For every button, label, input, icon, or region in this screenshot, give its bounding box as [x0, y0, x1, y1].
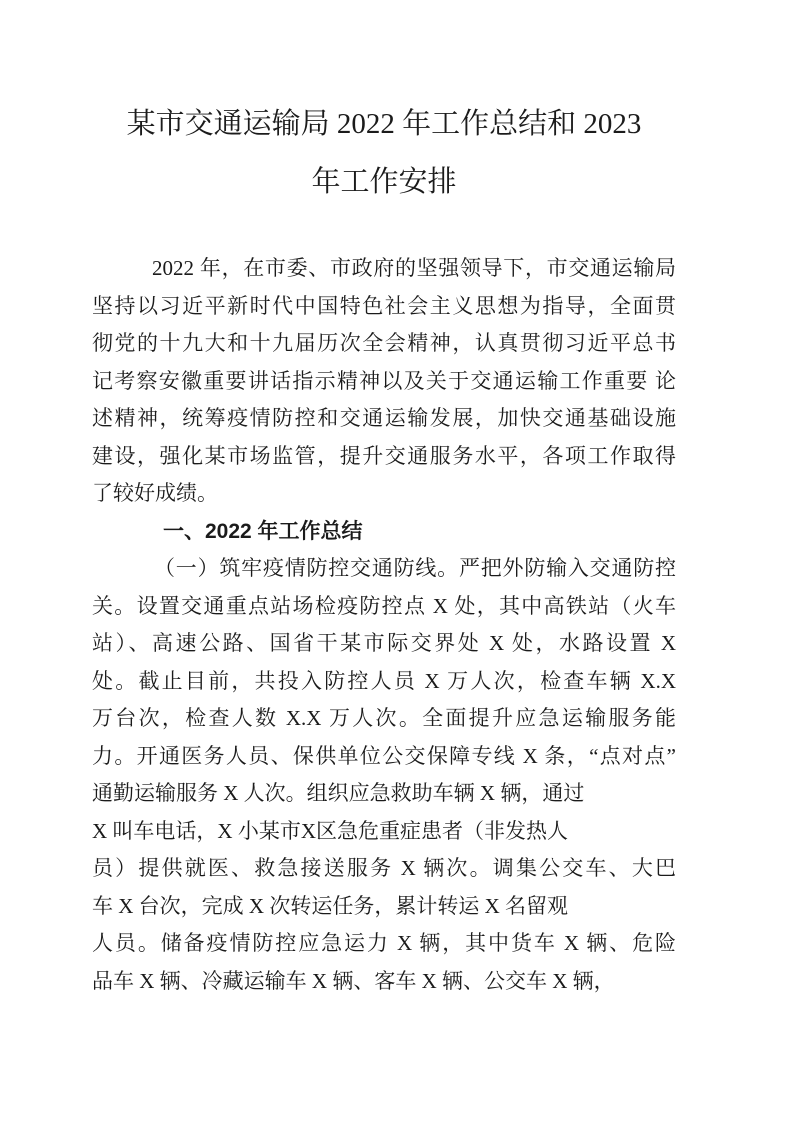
- text-line: 力。开通医务人员、保供单位公交保障专线 X 条，“点对点”: [92, 743, 676, 768]
- text-line: 处。截止目前，共投入防控人员 X 万人次，检查车辆 X.X: [92, 668, 676, 693]
- title-line: 年工作安排: [311, 166, 457, 198]
- text-line: 站）、高速公路、国省干某市际交界处 X 处，水路设置 X: [92, 631, 676, 655]
- text-line: 述精神，统筹疫情防控和交通运输发展，加快交通基础设施: [92, 406, 676, 430]
- text-line: X 叫车电话，X 小某市X区急危重症患者（非发热人: [92, 818, 568, 843]
- text-segment: 严把外防输入交通防控: [458, 556, 677, 580]
- title-line: 某市交通运输局 2022 年工作总结和 2023: [126, 108, 642, 140]
- text-line: 彻党的十九大和十九届历次全会精神，认真贯彻习近平总书: [92, 331, 676, 355]
- text-line: 员）提供就医、救急接送服务 X 辆次。调集公交车、大巴: [92, 856, 676, 880]
- text-line: 品车 X 辆、冷藏运输车 X 辆、客车 X 辆、公交车 X 辆，: [92, 968, 615, 993]
- text-line: [92, 550, 676, 588]
- text-line: 通勤运输服务 X 人次。组织应急救助车辆 X 辆，通过: [92, 781, 585, 805]
- text-line: 记考察安徽重要讲话指示精神以及关于交通运输工作重要 论: [92, 368, 676, 393]
- text-line: 万台次，检查人数 X.X 万人次。全面提升应急运输服务能: [92, 706, 676, 730]
- text-line: 车 X 台次，完成 X 次转运任务，累计转运 X 名留观: [92, 893, 568, 918]
- text-line: 坚持以习近平新时代中国特色社会主义思想为指导，全面贯: [92, 293, 676, 318]
- section-heading-2022-summary: 一、2022 年工作总结: [163, 519, 363, 543]
- text-line: 关。设置交通重点站场检疫防控点 X 处，其中高铁站（火车: [92, 593, 676, 618]
- text-line: 了较好成绩。: [92, 481, 218, 505]
- section-lead-emphasis: （一）筑牢疫情防控交通防线。: [154, 556, 459, 580]
- document-title: [92, 95, 676, 211]
- text-line: 2022 年，在市委、市政府的坚强领导下，市交通运输局: [152, 256, 676, 280]
- section-1-1-paragraph: [92, 550, 676, 1000]
- text-line: 人员。储备疫情防控应急运力 X 辆，其中货车 X 辆、危险: [92, 931, 676, 955]
- text-line: 建设，强化某市场监管，提升交通服务水平，各项工作取得: [92, 443, 676, 468]
- intro-paragraph: [92, 250, 676, 513]
